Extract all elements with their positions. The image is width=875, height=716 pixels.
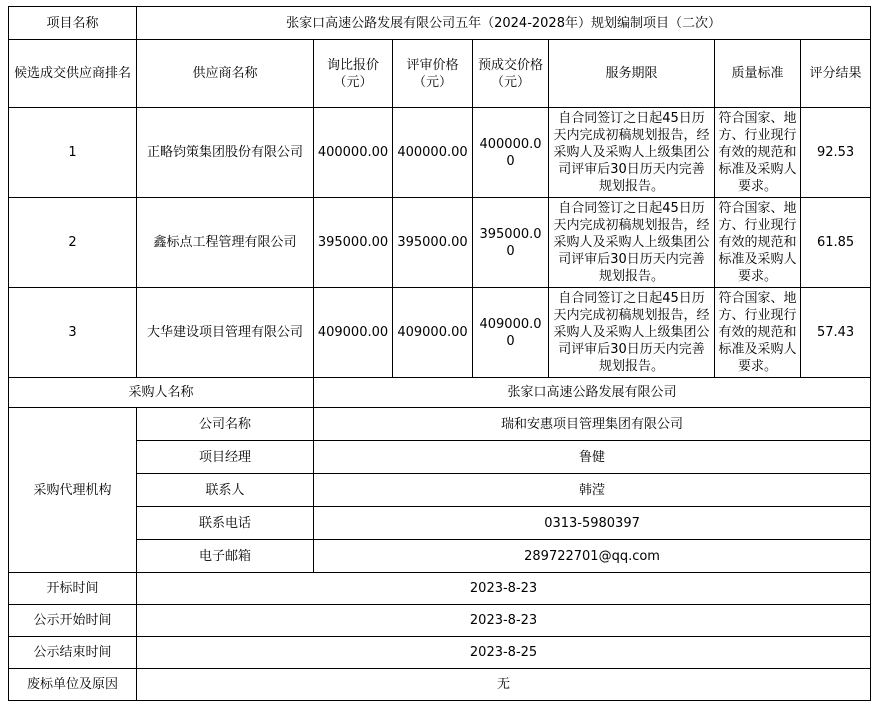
agency-row-company [9,408,871,441]
supplier-pre-deal-price: 409000.00 [473,288,549,378]
header-pre-deal-price: 预成交价格（元） [473,40,549,108]
agency-email-label: 电子邮箱 [137,540,314,573]
header-service-period: 服务期限 [549,40,715,108]
invalid-bid-value: 无 [137,669,871,701]
supplier-score: 92.53 [801,108,871,198]
supplier-name: 鑫标点工程管理有限公司 [137,198,314,288]
header-quality-standard: 质量标准 [715,40,801,108]
agency-phone-value: 0313-5980397 [314,507,871,540]
publicity-end-value: 2023-8-25 [137,637,871,669]
header-review-price: 评审价格（元） [393,40,473,108]
supplier-rank: 3 [9,288,137,378]
column-header-row [9,40,871,108]
agency-manager-value: 鲁健 [314,441,871,474]
agency-contact-label: 联系人 [137,474,314,507]
supplier-row-3 [9,288,871,378]
supplier-pre-deal-price: 395000.00 [473,198,549,288]
agency-row-phone [9,507,871,540]
project-row [9,7,871,40]
supplier-score: 61.85 [801,198,871,288]
supplier-service-period: 自合同签订之日起45日历天内完成初稿规划报告，经采购人及采购人上级集团公司评审后30日历天内完善规划报告。 [549,198,715,288]
supplier-quality-standard: 符合国家、地方、行业现行有效的规范和标准及采购人要求。 [715,198,801,288]
publicity-end-label: 公示结束时间 [9,637,137,669]
agency-label: 采购代理机构 [9,408,137,573]
bid-result-table [8,6,871,701]
header-supplier-name: 供应商名称 [137,40,314,108]
purchaser-label: 采购人名称 [9,378,314,408]
agency-company-value: 瑞和安惠项目管理集团有限公司 [314,408,871,441]
supplier-service-period: 自合同签订之日起45日历天内完成初稿规划报告，经采购人及采购人上级集团公司评审后30日历天内完善规划报告。 [549,288,715,378]
supplier-name: 大华建设项目管理有限公司 [137,288,314,378]
invalid-bid-label: 废标单位及原因 [9,669,137,701]
purchaser-value: 张家口高速公路发展有限公司 [314,378,871,408]
invalid-bid-row [9,669,871,701]
supplier-service-period: 自合同签订之日起45日历天内完成初稿规划报告，经采购人及采购人上级集团公司评审后30日历天内完善规划报告。 [549,108,715,198]
agency-company-label: 公司名称 [137,408,314,441]
supplier-rank: 1 [9,108,137,198]
agency-email-value: 289722701@qq.com [314,540,871,573]
supplier-score: 57.43 [801,288,871,378]
supplier-inquiry-price: 409000.00 [314,288,393,378]
project-value: 张家口高速公路发展有限公司五年（2024-2028年）规划编制项目（二次） [137,7,871,40]
agency-row-manager [9,441,871,474]
header-score: 评分结果 [801,40,871,108]
supplier-review-price: 409000.00 [393,288,473,378]
publicity-start-value: 2023-8-23 [137,605,871,637]
agency-row-email [9,540,871,573]
publicity-start-row [9,605,871,637]
supplier-name: 正略钧策集团股份有限公司 [137,108,314,198]
supplier-inquiry-price: 400000.00 [314,108,393,198]
supplier-quality-standard: 符合国家、地方、行业现行有效的规范和标准及采购人要求。 [715,288,801,378]
header-rank: 候选成交供应商排名 [9,40,137,108]
agency-row-contact [9,474,871,507]
supplier-row-2 [9,198,871,288]
supplier-pre-deal-price: 400000.00 [473,108,549,198]
bid-open-time-value: 2023-8-23 [137,573,871,605]
agency-manager-label: 项目经理 [137,441,314,474]
supplier-row-1 [9,108,871,198]
bid-open-time-row [9,573,871,605]
purchaser-row [9,378,871,408]
bid-open-time-label: 开标时间 [9,573,137,605]
supplier-inquiry-price: 395000.00 [314,198,393,288]
supplier-quality-standard: 符合国家、地方、行业现行有效的规范和标准及采购人要求。 [715,108,801,198]
project-label: 项目名称 [9,7,137,40]
publicity-start-label: 公示开始时间 [9,605,137,637]
supplier-review-price: 395000.00 [393,198,473,288]
agency-phone-label: 联系电话 [137,507,314,540]
agency-contact-value: 韩滢 [314,474,871,507]
publicity-end-row [9,637,871,669]
supplier-review-price: 400000.00 [393,108,473,198]
supplier-rank: 2 [9,198,137,288]
header-inquiry-price: 询比报价（元） [314,40,393,108]
